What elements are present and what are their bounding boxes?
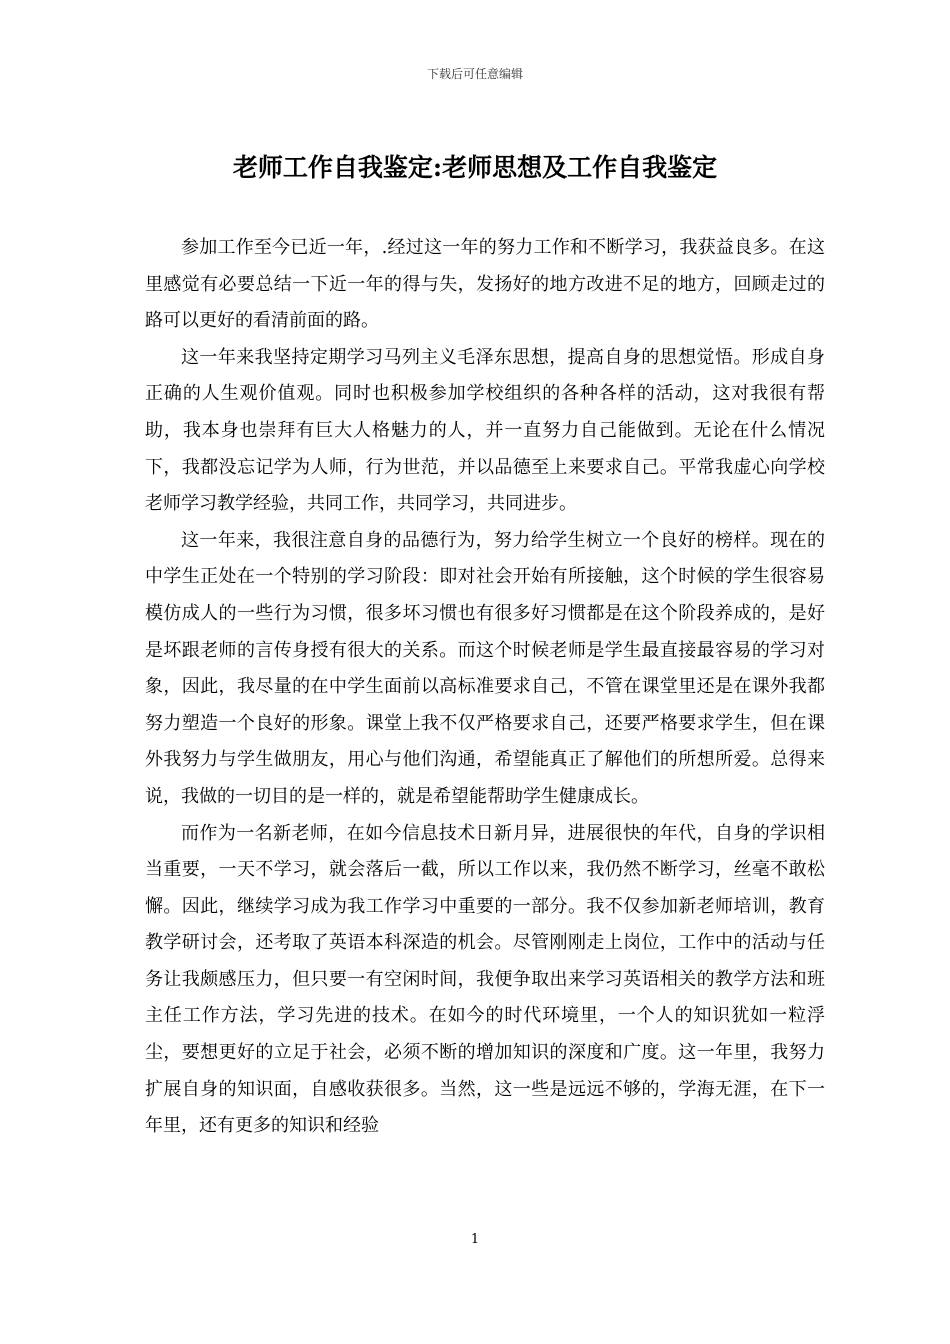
document-body (145, 230, 825, 1145)
paragraph-1: 参加工作至今已近一年，.经过这一年的努力工作和不断学习，我获益良多。在这里感觉有必要总结一下近一年的得与失，发扬好的地方改进不足的地方，回顾走过的路可以更好的看清前面的路。 (145, 237, 825, 332)
paragraph-4: 而作为一名新老师，在如今信息技术日新月异，进展很快的年代，自身的学识相当重要，一天不学习，就会落后一截，所以工作以来，我仍然不断学习，丝毫不敢松懈。因此，继续学习成为我工作学习中重要的一部分。我不仅参加新老师培训，教育教学研讨会，还考取了英语本科深造的机会。尽管刚刚走上岗位，工作中的活动与任务让我颇感压力，但只要一有空闲时间，我便争取出来学习英语相关的教学方法和班主任工作方法，学习先进的技术。在如今的时代环境里，一个人的知识犹如一粒浮尘，要想更好的立足于社会，必须不断的增加知识的深度和广度。这一年里，我努力扩展自身的知识面，自感收获很多。当然，这一些是远远不够的，学海无涯，在下一年里，还有更多的知识和经验 (145, 822, 825, 1137)
page-number: 1 (470, 1232, 480, 1247)
header-note: 下载后可任意编辑 (426, 67, 523, 81)
paragraph-3: 这一年来，我很注意自身的品德行为，努力给学生树立一个良好的榜样。现在的中学生正处在一个特别的学习阶段：即对社会开始有所接触，这个时候的学生很容易模仿成人的一些行为习惯，很多坏习惯也有很多好习惯都是在这个阶段养成的，是好是坏跟老师的言传身授有很大的关系。而这个时候老师是学生最直接最容易的学习对象，因此，我尽量的在中学生面前以高标准要求自己，不管在课堂里还是在课外我都努力塑造一个良好的形象。课堂上我不仅严格要求自己，还要严格要求学生，但在课外我努力与学生做朋友，用心与他们沟通，希望能真正了解他们的所想所爱。总得来说，我做的一切目的是一样的，就是希望能帮助学生健康成长。 (145, 529, 825, 807)
paragraph-2: 这一年来我坚持定期学习马列主义毛泽东思想，提高自身的思想觉悟。形成自身正确的人生观价值观。同时也积极参加学校组织的各种各样的活动，这对我很有帮助，我本身也崇拜有巨大人格魅力的人，并一直努力自己能做到。无论在什么情况下，我都没忘记学为人师，行为世范，并以品德至上来要求自己。平常我虚心向学校老师学习教学经验，共同工作，共同学习，共同进步。 (145, 346, 825, 515)
document-title: 老师工作自我鉴定:老师思想及工作自我鉴定 (232, 153, 718, 182)
